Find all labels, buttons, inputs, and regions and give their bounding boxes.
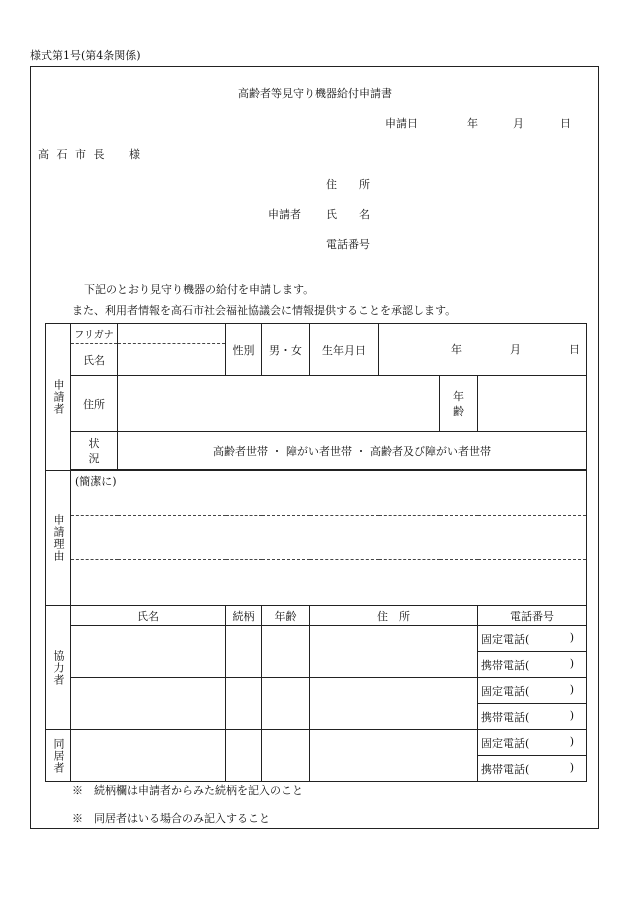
reason-field-line-1[interactable] — [71, 471, 587, 516]
applicant-name-label: 氏 名 — [326, 208, 370, 221]
cohabitant-landline[interactable]: 固定電話( ) — [478, 730, 587, 756]
address-label: 住所 — [71, 376, 118, 432]
birth-year: 年 — [451, 343, 462, 356]
applicant-phone-label: 電話番号 — [326, 238, 370, 251]
birth-date-field[interactable] — [379, 324, 587, 376]
age-field[interactable] — [478, 376, 587, 432]
status-options[interactable]: 高齢者世帯 ・ 障がい者世帯 ・ 高齢者及び障がい者世帯 — [118, 432, 587, 470]
helper-1-name[interactable] — [71, 626, 226, 678]
reason-field-line-2[interactable] — [71, 516, 587, 560]
col-name: 氏名 — [71, 606, 226, 626]
applicant-address-label: 住 所 — [326, 178, 370, 191]
apply-date-day: 日 — [560, 117, 571, 130]
name-label: 氏名 — [71, 344, 118, 376]
sex-label: 性別 — [226, 324, 262, 376]
document-title: 高齢者等見守り機器給付申請書 — [238, 87, 392, 100]
cohabitant-name[interactable] — [71, 730, 226, 782]
note-cohabitant: ※ 同居者はいる場合のみ記入すること — [72, 812, 270, 825]
birth-label: 生年月日 — [310, 324, 379, 376]
addressee: 高 石 市 長 — [38, 148, 107, 161]
col-relation: 続柄 — [226, 606, 262, 626]
cohabitant-mobile[interactable]: 携帯電話( ) — [478, 756, 587, 782]
helper-2-name[interactable] — [71, 678, 226, 730]
col-address: 住 所 — [310, 606, 478, 626]
birth-day: 日 — [569, 343, 580, 356]
birth-month: 月 — [510, 343, 521, 356]
status-label: 状況 — [71, 432, 118, 470]
furigana-label: フリガナ — [71, 324, 118, 344]
cohabitant-address[interactable] — [310, 730, 478, 782]
helper-1-landline[interactable]: 固定電話( ) — [478, 626, 587, 652]
helper-1-relation[interactable] — [226, 626, 262, 678]
address-field[interactable] — [118, 376, 440, 432]
helper-2-relation[interactable] — [226, 678, 262, 730]
helper-2-mobile[interactable]: 携帯電話( ) — [478, 704, 587, 730]
helper-1-mobile[interactable]: 携帯電話( ) — [478, 652, 587, 678]
helper-2-age[interactable] — [262, 678, 310, 730]
section-applicant: 申請者 — [46, 324, 71, 471]
col-phone: 電話番号 — [478, 606, 587, 626]
section-helper: 協力者 — [46, 606, 71, 730]
section-reason: 申請理由 — [46, 471, 71, 606]
honorific: 様 — [129, 148, 140, 161]
name-field[interactable] — [118, 344, 226, 376]
reason-hint: (簡潔に) — [75, 475, 117, 488]
helper-2-landline[interactable]: 固定電話( ) — [478, 678, 587, 704]
age-label: 年齢 — [440, 376, 478, 432]
helper-2-address[interactable] — [310, 678, 478, 730]
cohabitant-age[interactable] — [262, 730, 310, 782]
helper-1-address[interactable] — [310, 626, 478, 678]
apply-date-label: 申請日 — [385, 117, 418, 130]
apply-date-year: 年 — [467, 117, 478, 130]
note-relation: ※ 続柄欄は申請者からみた続柄を記入のこと — [72, 784, 303, 797]
helper-1-age[interactable] — [262, 626, 310, 678]
section-cohabitant: 同居者 — [46, 730, 71, 782]
application-table — [45, 323, 587, 782]
cohabitant-relation[interactable] — [226, 730, 262, 782]
reason-field-line-3[interactable] — [71, 560, 587, 606]
intro-line-2: また、利用者情報を高石市社会福祉協議会に情報提供することを承認します。 — [72, 304, 457, 317]
applicant-label: 申請者 — [268, 208, 301, 221]
col-age: 年齢 — [262, 606, 310, 626]
apply-date-month: 月 — [513, 117, 524, 130]
form-number: 様式第1号(第4条関係) — [30, 49, 141, 62]
sex-options[interactable]: 男・女 — [262, 324, 310, 376]
furigana-field[interactable] — [118, 324, 226, 344]
intro-line-1: 下記のとおり見守り機器の給付を申請します。 — [84, 283, 315, 296]
